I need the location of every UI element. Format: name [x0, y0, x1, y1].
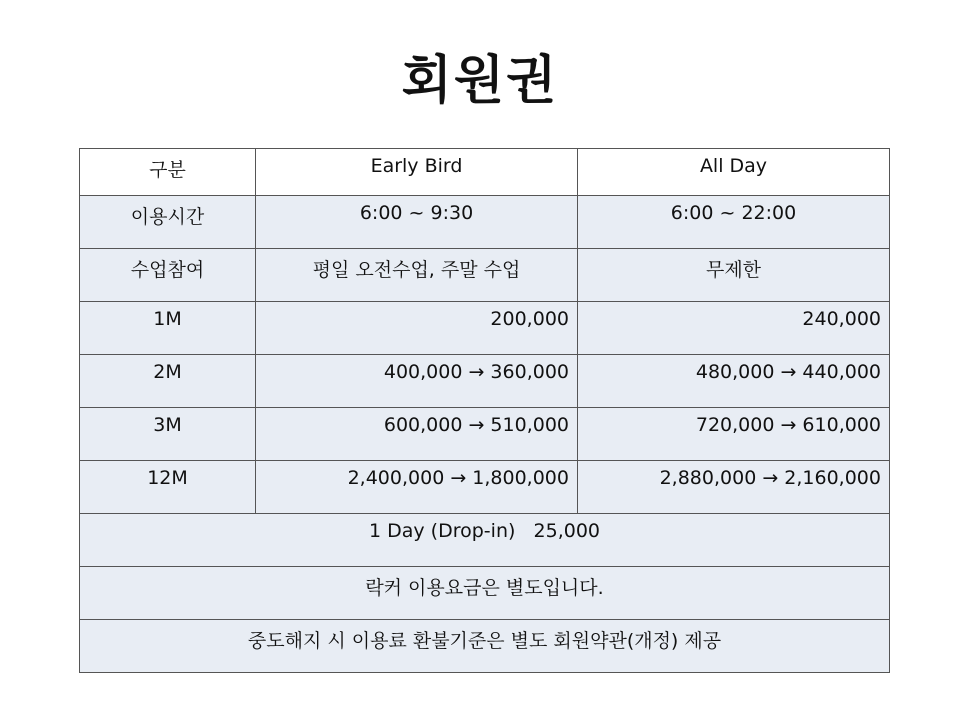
table-row-locker: [80, 567, 890, 620]
row-label: 3M: [80, 408, 256, 461]
table-header-row: [80, 149, 890, 196]
drop-in-note: 1 Day (Drop-in) 25,000: [80, 514, 890, 567]
early-bird-cell: 6:00 ~ 9:30: [256, 196, 578, 249]
all-day-cell: 무제한: [578, 249, 890, 302]
header-all-day: All Day: [578, 149, 890, 196]
all-day-price: 2,880,000 → 2,160,000: [578, 461, 890, 514]
early-bird-price: 400,000 → 360,000: [256, 355, 578, 408]
all-day-cell: 6:00 ~ 22:00: [578, 196, 890, 249]
early-bird-price: 600,000 → 510,000: [256, 408, 578, 461]
all-day-price: 240,000: [578, 302, 890, 355]
row-label: 수업참여: [80, 249, 256, 302]
early-bird-price: 200,000: [256, 302, 578, 355]
header-early-bird: Early Bird: [256, 149, 578, 196]
table-row-1m: [80, 302, 890, 355]
page-title: 회원권: [401, 51, 559, 111]
refund-note: 중도해지 시 이용료 환불기준은 별도 회원약관(개정) 제공: [80, 620, 890, 673]
table-row-12m: [80, 461, 890, 514]
locker-note: 락커 이용요금은 별도입니다.: [80, 567, 890, 620]
table-row-classes: [80, 249, 890, 302]
row-label: 이용시간: [80, 196, 256, 249]
all-day-price: 480,000 → 440,000: [578, 355, 890, 408]
row-label: 2M: [80, 355, 256, 408]
early-bird-price: 2,400,000 → 1,800,000: [256, 461, 578, 514]
row-label: 12M: [80, 461, 256, 514]
table-row-hours: [80, 196, 890, 249]
early-bird-cell: 평일 오전수업, 주말 수업: [256, 249, 578, 302]
all-day-price: 720,000 → 610,000: [578, 408, 890, 461]
membership-table: [79, 148, 890, 673]
table-row-2m: [80, 355, 890, 408]
header-category: 구분: [80, 149, 256, 196]
row-label: 1M: [80, 302, 256, 355]
table-row-drop-in: [80, 514, 890, 567]
table-row-refund: [80, 620, 890, 673]
table-row-3m: [80, 408, 890, 461]
